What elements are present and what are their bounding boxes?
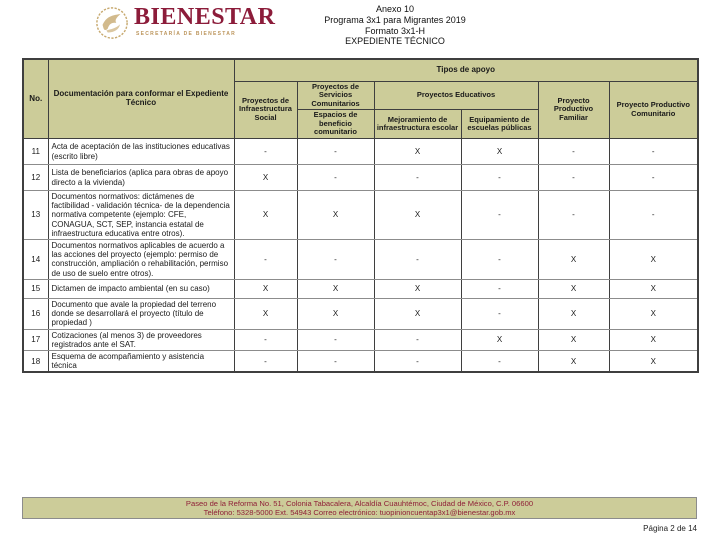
col-header-mejoramiento-infraestructura: Mejoramiento de infraestructura escolar: [374, 110, 461, 139]
value-infraestructura-social: -: [234, 350, 297, 372]
page-number: Página 2 de 14: [643, 524, 697, 533]
value-productivo-familiar: -: [538, 191, 609, 240]
document-title-block: [275, 4, 515, 47]
table-row: [23, 240, 698, 280]
document-description: Documento que avale la propiedad del terreno donde se desarrollará el proyecto (título de propiedad ): [48, 298, 234, 329]
value-equipamiento-escuelas: -: [461, 165, 538, 191]
value-infraestructura-social: X: [234, 165, 297, 191]
value-equipamiento-escuelas: -: [461, 350, 538, 372]
value-espacios-beneficio: -: [297, 165, 374, 191]
value-productivo-comunitario: X: [609, 279, 698, 298]
table-row: [23, 165, 698, 191]
value-equipamiento-escuelas: -: [461, 240, 538, 280]
value-productivo-comunitario: X: [609, 329, 698, 350]
value-productivo-comunitario: -: [609, 139, 698, 165]
value-espacios-beneficio: -: [297, 350, 374, 372]
value-mejoramiento-infraestructura: -: [374, 240, 461, 280]
value-productivo-familiar: X: [538, 329, 609, 350]
title-expediente: EXPEDIENTE TÉCNICO: [345, 36, 445, 47]
col-header-espacios-beneficio: Espacios de beneficio comunitario: [297, 110, 374, 139]
title-anexo: Anexo 10: [375, 4, 415, 14]
row-number: 11: [23, 139, 48, 165]
brand-subtitle: SECRETARÍA DE BIENESTAR: [136, 31, 237, 37]
value-espacios-beneficio: X: [297, 191, 374, 240]
value-equipamiento-escuelas: -: [461, 279, 538, 298]
row-number: 16: [23, 298, 48, 329]
brand-wordmark: BIENESTAR: [134, 4, 276, 30]
row-number: 18: [23, 350, 48, 372]
table-row: [23, 298, 698, 329]
value-productivo-familiar: X: [538, 350, 609, 372]
col-header-equipamiento-escuelas: Equipamiento de escuelas públicas: [461, 110, 538, 139]
value-equipamiento-escuelas: -: [461, 298, 538, 329]
row-number: 12: [23, 165, 48, 191]
table-row: [23, 191, 698, 240]
table-row: [23, 329, 698, 350]
value-mejoramiento-infraestructura: -: [374, 165, 461, 191]
value-infraestructura-social: -: [234, 139, 297, 165]
title-programa: Programa 3x1 para Migrantes 2019: [324, 14, 466, 25]
eagle-emblem-icon: [95, 6, 129, 40]
value-productivo-comunitario: X: [609, 298, 698, 329]
document-description: Esquema de acompañamiento y asistencia técnica: [48, 350, 234, 372]
table-row: [23, 279, 698, 298]
value-espacios-beneficio: X: [297, 279, 374, 298]
col-header-no: No.: [23, 59, 48, 139]
value-infraestructura-social: X: [234, 298, 297, 329]
value-productivo-familiar: X: [538, 279, 609, 298]
col-header-servicios-comunitarios: Proyectos de Servicios Comunitarios: [297, 81, 374, 110]
value-mejoramiento-infraestructura: X: [374, 279, 461, 298]
footer-address: Paseo de la Reforma No. 51, Colonia Tabacalera, Alcaldía Cuauhtémoc, Ciudad de México, C.P. 06600: [185, 498, 534, 508]
value-infraestructura-social: -: [234, 329, 297, 350]
document-description: Cotizaciones (al menos 3) de proveedores registrados ante el SAT.: [48, 329, 234, 350]
value-productivo-familiar: X: [538, 240, 609, 280]
document-description: Documentos normativos aplicables de acuerdo a las acciones del proyecto (ejemplo: permiso de construcción, ampliación o rehabilitación, permiso de uso de suelo entre otros).: [48, 240, 234, 280]
document-description: Documentos normativos: dictámenes de factibilidad - validación técnica- de la dependencia normativa competente (ejemplo: CFE, CONAGUA, SCT, SEP, instancia estatal de infraestructura educativa entre otros).: [48, 191, 234, 240]
title-formato: Formato 3x1-H: [364, 25, 426, 36]
bienestar-logo: [95, 5, 275, 40]
value-productivo-comunitario: X: [609, 350, 698, 372]
value-espacios-beneficio: -: [297, 240, 374, 280]
value-espacios-beneficio: -: [297, 139, 374, 165]
value-mejoramiento-infraestructura: X: [374, 139, 461, 165]
row-number: 15: [23, 279, 48, 298]
value-espacios-beneficio: X: [297, 298, 374, 329]
value-equipamiento-escuelas: X: [461, 329, 538, 350]
expediente-tecnico-table: [22, 58, 699, 373]
value-infraestructura-social: X: [234, 191, 297, 240]
value-mejoramiento-infraestructura: -: [374, 350, 461, 372]
value-equipamiento-escuelas: X: [461, 139, 538, 165]
document-description: Acta de aceptación de las instituciones educativas (escrito libre): [48, 139, 234, 165]
value-equipamiento-escuelas: -: [461, 191, 538, 240]
col-header-documentacion: Documentación para conformar el Expediente Técnico: [48, 59, 234, 139]
value-productivo-comunitario: X: [609, 240, 698, 280]
row-number: 14: [23, 240, 48, 280]
value-infraestructura-social: X: [234, 279, 297, 298]
footer-address-bar: [22, 497, 697, 519]
row-number: 13: [23, 191, 48, 240]
col-header-productivo-familiar: Proyecto Productivo Familiar: [538, 81, 609, 139]
table-row: [23, 350, 698, 372]
value-productivo-familiar: X: [538, 298, 609, 329]
value-productivo-familiar: -: [538, 139, 609, 165]
row-number: 17: [23, 329, 48, 350]
table-row: [23, 139, 698, 165]
col-header-productivo-comunitario: Proyecto Productivo Comunitario: [609, 81, 698, 139]
value-mejoramiento-infraestructura: -: [374, 329, 461, 350]
footer-contact: Teléfono: 5328-5000 Ext. 54943 Correo electrónico: tuopinioncuentap3x1@bienestar.gob.mx: [203, 508, 516, 517]
value-infraestructura-social: -: [234, 240, 297, 280]
document-description: Lista de beneficiarios (aplica para obras de apoyo directo a la vivienda): [48, 165, 234, 191]
value-productivo-familiar: -: [538, 165, 609, 191]
value-productivo-comunitario: -: [609, 191, 698, 240]
col-group-proyectos-educativos: Proyectos Educativos: [374, 81, 538, 110]
document-description: Dictamen de impacto ambiental (en su caso): [48, 279, 234, 298]
col-group-tipos-de-apoyo: Tipos de apoyo: [234, 59, 698, 81]
value-espacios-beneficio: -: [297, 329, 374, 350]
value-mejoramiento-infraestructura: X: [374, 191, 461, 240]
col-header-infraestructura-social: Proyectos de Infraestructura Social: [234, 81, 297, 139]
value-productivo-comunitario: -: [609, 165, 698, 191]
brand-text: [134, 5, 275, 37]
value-mejoramiento-infraestructura: X: [374, 298, 461, 329]
